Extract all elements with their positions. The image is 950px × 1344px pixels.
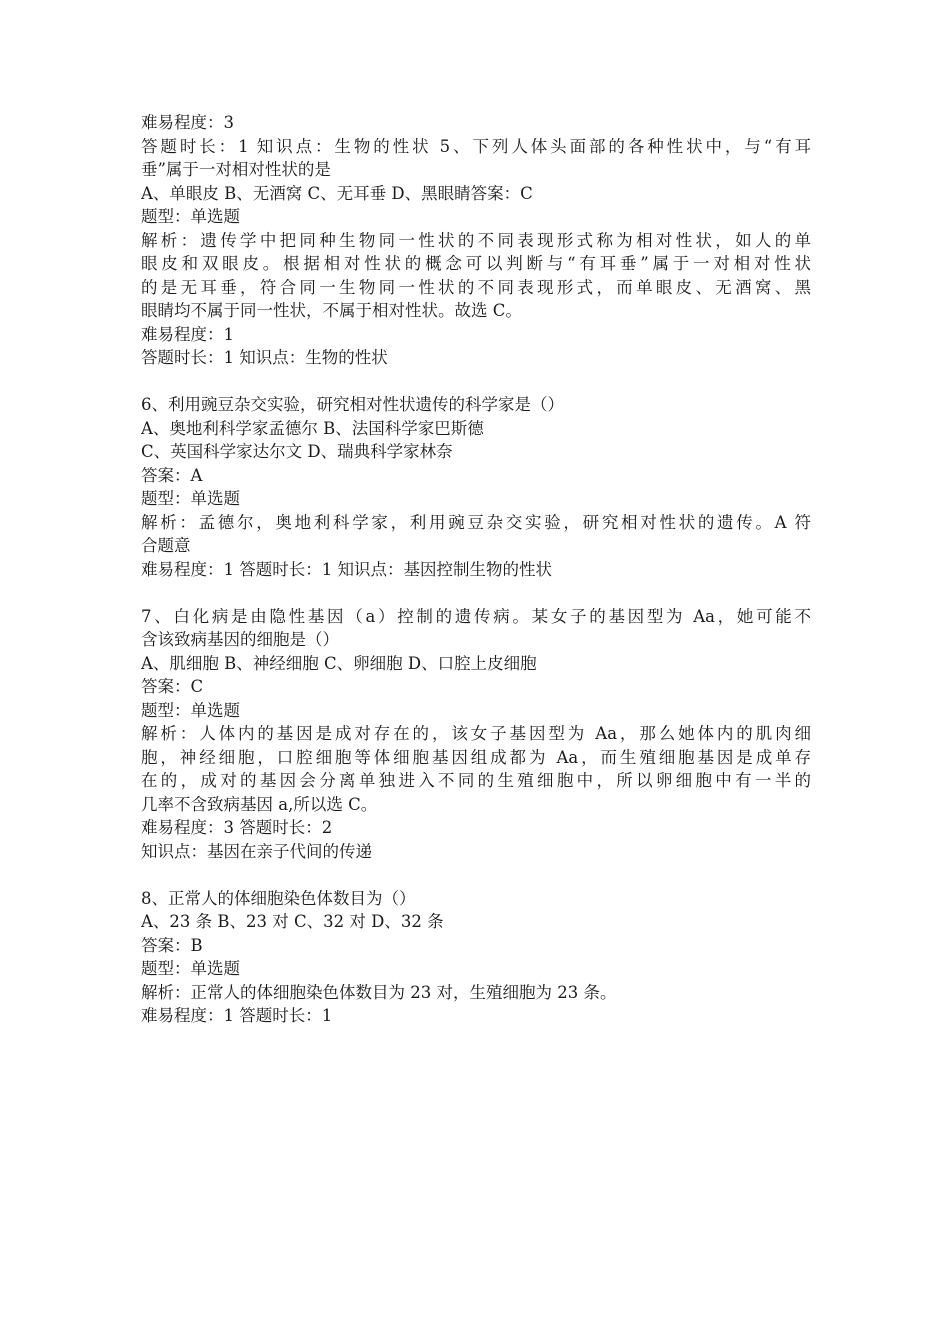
text-line: 题型：单选题 <box>141 207 240 226</box>
question-title: 6、利用豌豆杂交实验，研究相对性状遗传的科学家是（） <box>141 395 564 414</box>
text-line: 垂”属于一对相对性状的是 <box>141 160 331 179</box>
text-line: 答题时长：1 知识点：生物的性状 <box>141 348 388 367</box>
question-title: 7、白化病是由隐性基因（a）控制的遗传病。某女子的基因型为 Aa，她可能不 <box>141 606 811 626</box>
text-line: 难易程度：1 答题时长：1 <box>141 1006 333 1025</box>
question-title: 8、正常人的体细胞染色体数目为（） <box>141 888 416 908</box>
text-line: 答案：C <box>141 677 204 696</box>
text-line: 答案：A <box>141 465 203 485</box>
text-line: 难易程度：1 <box>141 324 234 344</box>
text-line: 题型：单选题 <box>141 959 240 978</box>
text-line: 眼睛均不属于同一性状，不属于相对性状。故选 C。 <box>141 301 522 320</box>
text-line: 解析：遗传学中把同种生物同一性状的不同表现形式称为相对性状，如人的单 <box>141 230 811 250</box>
text-line: 几率不含致病基因 a,所以选 C。 <box>141 794 378 814</box>
text-line: A、肌细胞 B、神经细胞 C、卵细胞 D、口腔上皮细胞 <box>141 653 537 673</box>
text-line: 眼皮和双眼皮。根据相对性状的概念可以判断与“有耳垂”属于一对相对性状 <box>141 254 811 273</box>
blank-line <box>141 581 811 605</box>
text-line: 题型：单选题 <box>141 700 240 720</box>
text-line: 难易程度：1 答题时长：1 知识点：基因控制生物的性状 <box>141 559 552 579</box>
text-line: 解析：孟德尔，奥地利科学家，利用豌豆杂交实验，研究相对性状的遗传。A 符 <box>141 512 811 532</box>
text-line: 难易程度：3 <box>141 113 234 132</box>
text-line: 含该致病基因的细胞是（） <box>141 630 339 649</box>
text-line: 解析：正常人的体细胞染色体数目为 23 对，生殖细胞为 23 条。 <box>141 982 617 1002</box>
text-line: 难易程度：3 答题时长：2 <box>141 818 333 837</box>
text-line: 解析：人体内的基因是成对存在的，该女子基因型为 Aa，那么她体内的肌肉细 <box>141 724 811 743</box>
document-page <box>141 111 811 1028</box>
blank-line <box>141 863 811 887</box>
text-line: 题型：单选题 <box>141 489 240 508</box>
text-line: 答案：B <box>141 935 203 955</box>
text-line: 答题时长：1 知识点：生物的性状 5、下列人体头面部的各种性状中，与“有耳 <box>141 136 811 156</box>
text-line: 合题意 <box>141 536 191 555</box>
text-line: 在的，成对的基因会分离单独进入不同的生殖细胞中，所以卵细胞中有一半的 <box>141 771 811 790</box>
text-line: C、英国科学家达尔文 D、瑞典科学家林奈 <box>141 442 453 461</box>
text-line: A、奥地利科学家孟德尔 B、法国科学家巴斯德 <box>141 418 484 438</box>
text-line: A、单眼皮 B、无酒窝 C、无耳垂 D、黑眼睛答案：C <box>141 183 533 203</box>
text-line: 的是无耳垂，符合同一生物同一性状的不同表现形式，而单眼皮、无酒窝、黑 <box>141 277 811 297</box>
blank-line <box>141 370 811 394</box>
text-line: 胞，神经细胞，口腔细胞等体细胞基因组成都为 Aa，而生殖细胞基因是成单存 <box>141 747 811 767</box>
text-line: A、23 条 B、23 对 C、32 对 D、32 条 <box>141 912 444 931</box>
text-line: 知识点：基因在亲子代间的传递 <box>141 841 372 861</box>
